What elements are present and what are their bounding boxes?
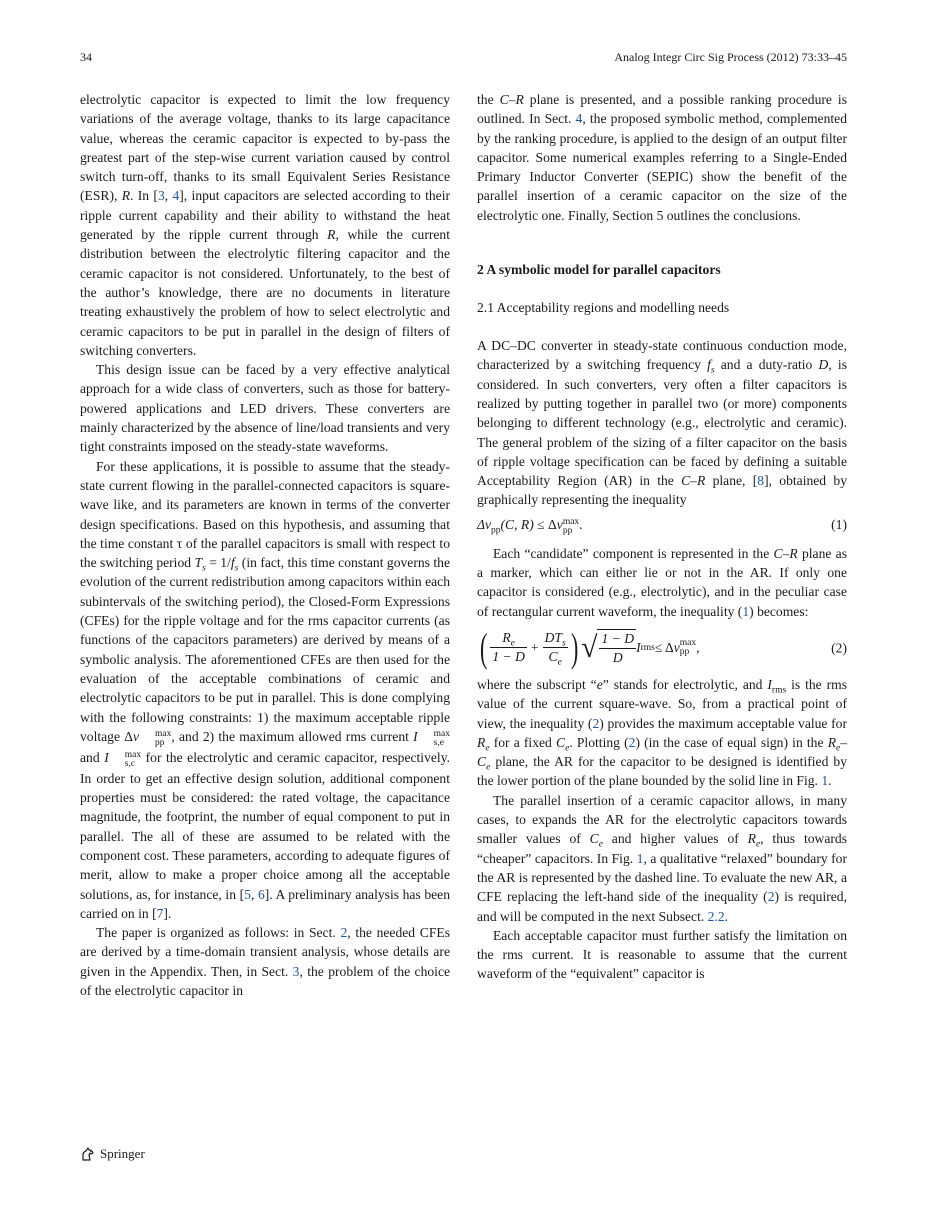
text-run: , and 2) the maximum allowed rms current (171, 728, 414, 744)
text-run: ], input capacitors are selected according to their ripple current capability and their ability to withstand the heat generated by the ripple current through (80, 188, 451, 243)
text-run: . (724, 908, 729, 924)
equation-1 (477, 514, 847, 536)
citation-link-7[interactable]: 7 (156, 905, 164, 921)
right-column (477, 90, 847, 984)
subscript: e (598, 840, 603, 851)
subscript: e (755, 840, 761, 851)
citation-link-8[interactable]: 8 (757, 473, 765, 489)
text-run: . In [ (130, 188, 158, 204)
sup-sub-pair (680, 639, 696, 657)
subscript: s,c (124, 758, 136, 769)
math-punct: , (696, 640, 700, 656)
subscript: e (486, 762, 491, 773)
subscript: s (234, 563, 239, 574)
left-column (80, 90, 450, 1000)
equation-2: ( $\frac{R_e}{1 - D}$ + $\frac{DT_s}{C_e}$ ) √ $\frac{1 - D}{D}$ I rms ≤ Δ v max pp , (2) (479, 624, 847, 670)
math-paren-left: ( (479, 624, 488, 670)
symbol-c: C (556, 734, 566, 750)
equation-number: (1) (831, 516, 847, 532)
subscript: e (836, 743, 841, 754)
publisher-name: Springer (100, 1146, 145, 1161)
math-fraction (599, 630, 636, 667)
symbol-r: R (477, 734, 486, 750)
superscript: max (155, 728, 172, 739)
text-run: plane, the AR for the capacitor to be designed is identified by the lower portion of the plane bounded by the solid line in Fig. (477, 754, 847, 789)
symbol-c-r: C–R (681, 473, 706, 489)
text-run: is the rms value of the current square-wave. So, from a practical point of view, the inequality ( (477, 676, 847, 731)
symbol-c-r: C–R (773, 545, 798, 561)
math-var: I (636, 640, 641, 656)
math-var: DT (544, 630, 562, 646)
subscript: pp (155, 737, 165, 748)
subscript: s,e (433, 737, 444, 748)
math-operator: + (530, 640, 539, 656)
text-run: = 1/ (205, 555, 231, 571)
symbol-c: C (477, 754, 487, 770)
text-run: – (840, 734, 848, 750)
symbol-f: f (230, 555, 235, 571)
text-run: , (164, 188, 173, 204)
citation-link-5[interactable]: 5 (244, 886, 251, 902)
math-var: v (673, 640, 680, 656)
journal-citation: Analog Integr Circ Sig Process (2012) 73:33–45 (614, 50, 847, 64)
text-run: , the problem of the choice of the electrolytic capacitor in (80, 963, 451, 999)
text-run: where the subscript “ (477, 676, 597, 692)
math-args: (C, R) (500, 516, 534, 532)
paragraph (80, 923, 450, 1000)
text-run: ) is required, and will be computed in the next Subsect. (477, 889, 847, 924)
section-link-2[interactable]: 2 (340, 925, 348, 941)
text-run: ” stands for electrolytic, and (602, 676, 768, 692)
text-run: ]. A preliminary analysis has been carried on in [ (80, 886, 451, 921)
sqrt-icon: √ (581, 630, 598, 664)
symbol-r: R (747, 831, 756, 847)
symbol-d: D (818, 357, 829, 373)
symbol-r: R (827, 734, 836, 750)
math-denominator: D (612, 649, 623, 665)
math-denominator: 1 − D (492, 649, 525, 665)
text-run: , the needed CFEs are derived by a time-domain transient analysis, whose details are given in the Appendix. Then, in Sect. (80, 925, 450, 979)
math-var: R (502, 630, 511, 646)
paragraph (80, 90, 450, 360)
springer-horse-icon (80, 1146, 96, 1162)
symbol-r: R (327, 227, 336, 243)
text-run: ) (in the case of equal sign) in the (635, 734, 828, 750)
text-run: and a duty-ratio (714, 357, 819, 373)
text-run: , thus towards “cheaper” capacitors. In Fig. (477, 831, 847, 866)
text-run: ]. (163, 905, 172, 921)
math-var: v (484, 516, 492, 532)
paragraph: This design issue can be faced by a very effective analytical approach for a wide class of converters, such as those for battery-powered applications and LED drivers. These converters are mainly characterized by the absence of line/load transients and very tight constraints imposed on the steady-state waveforms. (80, 362, 450, 455)
paragraph (80, 457, 450, 924)
text-run: , a qualitative “relaxed” boundary for the AR is represented by the dashed line. To evaluate the new AR, a CFE replacing the left-hand side of the inequality ( (477, 850, 847, 905)
text-run: For these applications, it is possible to assume that the steady-state current flowing in the parallel-connected capacitors is square-wave like, and its parameters are known in terms of the converter design specifications. Based on this hypothesis, and assuming that the time constant τ of the parallel capacitors is small with respect to the switching period (80, 458, 450, 571)
section-link-3[interactable]: 3 (292, 963, 300, 979)
text-run: plane, [ (705, 473, 758, 489)
subscript: s (202, 563, 206, 574)
math-subscript: e (557, 658, 562, 669)
text-run: Each “candidate” component is represented in the (493, 545, 774, 561)
text-run: . Plotting ( (569, 734, 629, 750)
math-subscript: e (510, 639, 515, 650)
text-run: plane as a marker, which can either lie or not in the AR. If only one capacitor is considered (e.g., electrolytic), and in the peculiar case of rectangular current waveform, the inequality ( (477, 545, 847, 619)
text-run: (in fact, this time constant governs the evolution of the current redistribution among capacitors within each subintervals of the switching period), the Closed-Form Expressions (CFEs) for the ripple voltage and for the rms capacitor currents (as functions of the capacitors parameters) are derived by means of a symbolic analysis. The aforementioned CFEs are then used for the evaluation of the acceptable combinations of ceramic and electrolytic capacitors to be put in parallel. This is done complying with the following constraints: 1) the maximum acceptable ripple voltage Δ (80, 555, 450, 744)
math-sqrt (581, 629, 636, 667)
math-subscript: s (561, 639, 566, 650)
text-run: and higher values of (602, 831, 748, 847)
math-paren-right: ) (570, 624, 579, 670)
equation-link-2[interactable]: 2 (628, 734, 636, 750)
sup-sub-pair (139, 730, 171, 748)
symbol-i: I (767, 676, 772, 692)
citation-link-6[interactable]: 6 (257, 886, 265, 902)
equation-link-2[interactable]: 2 (767, 889, 775, 905)
math-relation: ≤ Δ (654, 640, 674, 656)
text-run: , is considered. In such converters, very often a filter capacitors is realized by putting together in parallel two (or more) components belonging to different technology (e.g., electrolytic and ceramic). The general problem of the sizing of a filter capacitor on the basis of ripple voltage specification can be faced by defining a suitable Acceptability Region (AR) in the (477, 357, 847, 489)
superscript: max (562, 516, 580, 527)
sup-sub-pair (563, 518, 579, 536)
figure-link-1[interactable]: 1 (821, 773, 829, 789)
subscript: e (485, 743, 490, 754)
text-run: for a fixed (489, 734, 557, 750)
math-fraction (490, 629, 527, 666)
symbol-v: v (132, 728, 140, 744)
paragraph: Each acceptable capacitor must further satisfy the limitation on the rms current. It is reasonable to assume that the current waveform of the “equivalent” capacitor is (477, 927, 847, 982)
math-relation: ≤ Δ (533, 516, 557, 532)
symbol-t: T (194, 555, 203, 571)
superscript: max (433, 728, 451, 739)
text-run: and (80, 749, 105, 765)
math-delta: Δ (477, 516, 485, 532)
symbol-r: R (121, 188, 131, 204)
figure-link-1[interactable]: 1 (636, 850, 644, 866)
subsection-heading: 2.1 Acceptability regions and modelling needs (477, 300, 730, 316)
paragraph (477, 90, 847, 225)
equation-number: (2) (831, 640, 847, 656)
text-run: The paper is organized as follows: in Sect. (96, 925, 341, 941)
text-run: , the proposed symbolic method, complemented by the ranking procedure, is applied to the design of an output filter capacitor. Some numerical examples referring to a Single-Ended Primary Inductor Converter (SEPIC) show the benefit of the parallel insertion of a ceramic capacitor on the size of the electrolytic one. Finally, Section 5 outlines the conclusions. (477, 111, 847, 223)
text-run: ) becomes: (749, 603, 809, 619)
subscript: pp (562, 525, 573, 536)
symbol-c: C (589, 831, 599, 847)
text-run: for the electrolytic and ceramic capacitor, respectively. In order to get an effective design solution, additional component properties must be considered: the rated voltage, the capacitance magnitude, the footprint, the number of equal component to put in parallel. The all of these are assumed to be related with the component cost. These parameters, according to adequate figures of merit, allow to make a proper choice among all the acceptable solutions, as, for instance, in [ (80, 749, 451, 902)
sup-sub-pair (109, 751, 141, 769)
equation-link-1[interactable]: 1 (742, 603, 750, 619)
math-fraction (543, 629, 568, 669)
math-numerator: 1 − D (599, 630, 636, 649)
math-subscript: pp (491, 525, 501, 536)
text-run: , while the current distribution between the electrolytic filtering capacitor and the ceramic capacitor is not considered. Unfortunately, to the best of the author’s knowledge, there are no documents in literature treating exhaustively the problem of how to select electrolytic and ceramic capacitors to be put in parallel in the design of filters of switching converters. (80, 227, 450, 358)
text-run: plane is presented, and a possible ranking procedure is outlined. In Sect. (477, 92, 847, 127)
paragraph (477, 675, 847, 791)
section-heading: 2 A symbolic model for parallel capacitors (477, 262, 721, 278)
text-run: The parallel insertion of a ceramic capacitor allows, in many cases, to expands the AR for the electrolytic capacitors towards smaller values of (477, 792, 847, 847)
superscript: max (679, 637, 697, 648)
text-run: ) provides the maximum acceptable value for (599, 715, 847, 731)
superscript: max (124, 749, 142, 760)
subscript: rms (771, 685, 787, 696)
text-run: . (828, 773, 832, 789)
sup-sub-pair (418, 730, 450, 748)
subscript: s (710, 366, 715, 377)
equation-link-2[interactable]: 2 (592, 715, 600, 731)
publisher-footer (80, 1145, 145, 1163)
text-run: electrolytic capacitor is expected to limit the low frequency variations of the average voltage, thanks to its large capacitance value, whereas the ceramic capacitor is expected to by-pass the greatest part of the step-wise current variation caused by control switch turn-off, thanks to its small Equivalent Series Resistance (ESR), (80, 92, 450, 204)
math-var: v (556, 516, 563, 532)
symbol-i: I (413, 728, 418, 744)
paragraph (477, 791, 847, 926)
subscript: e (565, 743, 570, 754)
text-run: ], obtained by graphically representing the inequality (477, 473, 847, 508)
paragraph (477, 544, 847, 621)
math-punct: . (579, 516, 583, 532)
symbol-f: f (707, 357, 711, 373)
text-run: the (477, 92, 500, 107)
text-run: , (250, 886, 258, 902)
page-number: 34 (80, 50, 92, 64)
symbol-i: I (104, 749, 109, 765)
paragraph (477, 336, 847, 510)
subscript: pp (679, 646, 690, 657)
citation-link-4[interactable]: 4 (172, 188, 180, 204)
section-link-4[interactable]: 4 (575, 111, 583, 127)
citation-link-3[interactable]: 3 (157, 188, 165, 204)
symbol-e: e (596, 676, 603, 692)
math-var: C (548, 649, 558, 665)
subsection-link-2-2[interactable]: 2.2 (707, 908, 725, 924)
symbol-c-r: C–R (499, 92, 524, 107)
text-run: A DC–DC converter in steady-state continuous conduction mode, characterized by a switching frequency (477, 338, 847, 373)
